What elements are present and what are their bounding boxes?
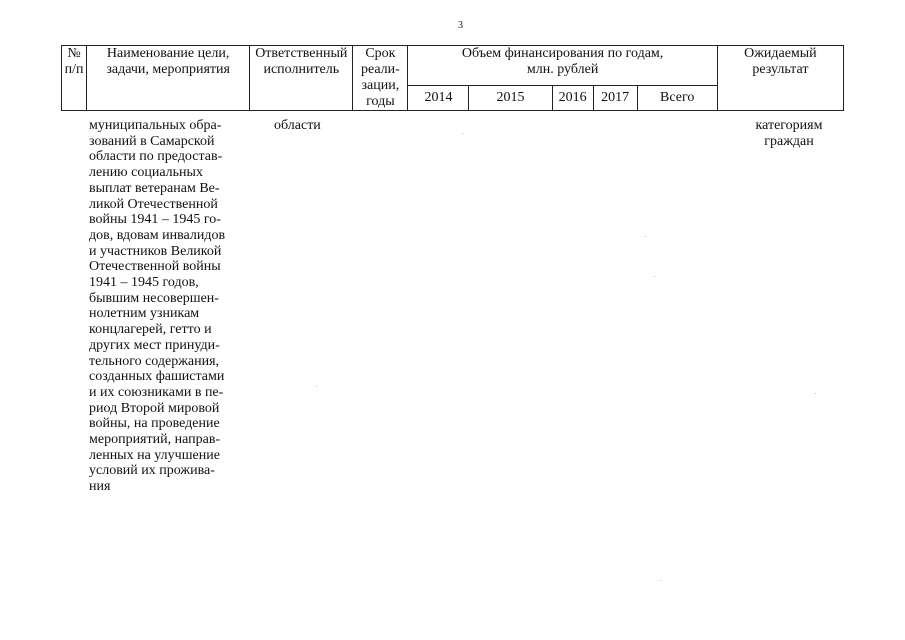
header-year-2017: 2017 [593, 86, 637, 111]
header-year-2015: 2015 [469, 86, 552, 111]
header-term: Срок реали- зации, годы [353, 46, 408, 111]
page-number: 3 [458, 20, 463, 31]
header-total: Всего [637, 86, 717, 111]
scan-speck [462, 133, 463, 134]
scan-speck [654, 276, 655, 277]
scan-speck [660, 580, 661, 581]
program-table-header [61, 45, 844, 111]
responsible-executor: области [274, 118, 321, 133]
header-name: Наименование цели, задачи, мероприятия [87, 46, 250, 111]
scan-speck [645, 236, 646, 237]
header-responsible: Ответственный исполнитель [250, 46, 353, 111]
scan-speck [815, 393, 816, 394]
header-year-2016: 2016 [552, 86, 593, 111]
header-num: № п/п [62, 46, 87, 111]
header-financing: Объем финансирования по годам, млн. рублей [408, 46, 717, 86]
task-description: муниципальных обра- зований в Самарской области по предостав- лению социальных выплат ветеранам Ве- ликой Отечественной войны 1941 – 1945 го- дов, вдовам инвалидов и участников Великой Отечественной войны 1941 – 1945 годов, бывшим несовершен- нолетним узникам концлагерей, гетто и других мест принуди- тельного содержания, созданных фашистами и их союзниками в пе- риод Второй мировой войны, на проведение мероприятий, направ- ленных на улучшение условий их прожива- ния [89, 118, 226, 495]
header-result: Ожидаемый результат [717, 46, 843, 111]
expected-result: категориям граждан [755, 118, 823, 149]
header-year-2014: 2014 [408, 86, 469, 111]
scan-speck [316, 386, 317, 387]
